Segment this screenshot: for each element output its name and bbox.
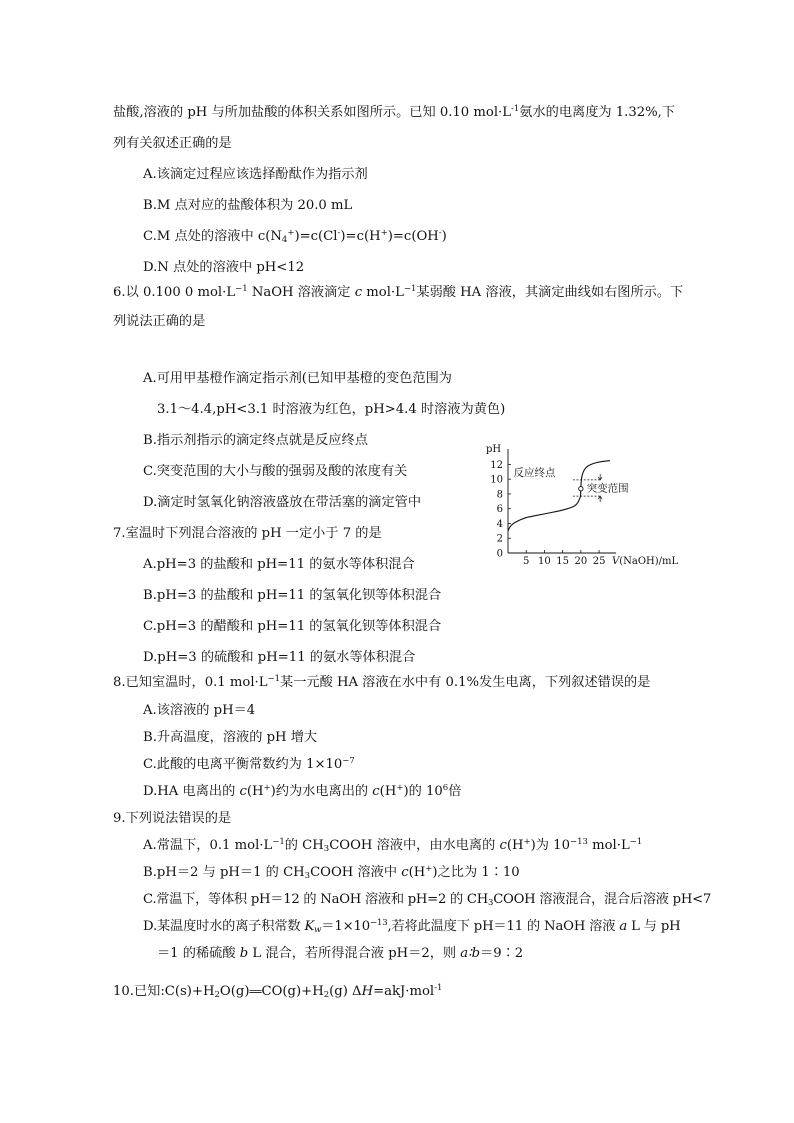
- x-tick-label: 15: [556, 556, 570, 567]
- titration-curve-chart: [484, 441, 682, 577]
- q9-option-c: C.常温下，等体积 pH＝12 的 NaOH 溶液和 pH=2 的 $CH_3COOH$ 溶液混合，混合后溶液 pH<7: [143, 892, 712, 908]
- q5-stem-line1: 盐酸,溶液的 pH 与所加盐酸的体积关系如图所示。已知 0.10 $mol\cdot L^{-1}$氨水的电离度为 1.32%,下: [113, 104, 676, 120]
- q5-option-c: C.M 点处的溶液中 $c(N_4^+)=c(Cl^-)=c(H^+)=c(OH^-)$: [143, 228, 447, 245]
- annotation-equivalence-point: 反应终点: [513, 467, 556, 480]
- q9-option-b: B.pH＝2 与 pH＝1 的 $CH_3COOH$ 溶液中 c(H+)之比为 1∶10: [143, 864, 520, 881]
- x-axis-label: V(NaOH)/mL: [612, 556, 679, 567]
- q8-option-b: B.升高温度，溶液的 pH 增大: [143, 730, 318, 745]
- y-tick-label: 8: [496, 489, 503, 501]
- q5-stem-line2: 列有关叙述正确的是: [113, 136, 232, 151]
- q7-option-a: A.pH=3 的盐酸和 pH=11 的氨水等体积混合: [143, 557, 415, 572]
- q7-option-c: C.pH=3 的醋酸和 pH=11 的氢氧化钡等体积混合: [143, 619, 442, 634]
- q9-stem: 9.下列说法错误的是: [113, 811, 232, 826]
- y-tick-label: 12: [490, 459, 503, 471]
- q8-stem: 8.已知室温时，0.1 $mol\cdot L^{-1}$某一元酸 HA 溶液在水中有 0.1%发生电离，下列叙述错误的是: [113, 674, 651, 690]
- x-tick-label: 5: [523, 556, 530, 567]
- y-tick-label: 10: [490, 474, 503, 486]
- q6-option-a-line2: 3.1～4.4,pH<3.1 时溶液为红色，pH>4.4 时溶液为黄色): [157, 402, 506, 417]
- q8-option-c: C.此酸的电离平衡常数约为 $1\times 10^{-7}$: [143, 756, 355, 772]
- q5-option-b: B.M 点对应的盐酸体积为 20.0 mL: [143, 198, 353, 213]
- q8-option-d: D.HA 电离出的 c(H+)约为水电离出的 c(H+)的 $10^6$倍: [143, 783, 462, 799]
- chart-axes: [486, 444, 679, 567]
- chart-annotation-layer: [513, 466, 628, 502]
- q10-stem: 10.已知$:C(s)+H_2O(g)══CO(g)+H_2(g)$ ΔH=akJ·mol$^{-1}$: [113, 983, 443, 1000]
- equivalence-point-marker: [579, 487, 583, 491]
- x-tick-label: 25: [592, 556, 606, 567]
- q6-option-a-line1: A.可用甲基橙作滴定指示剂(已知甲基橙的变色范围为: [143, 371, 452, 386]
- x-tick-label: 20: [574, 556, 588, 567]
- q9-option-a: A.常温下，0.1 $mol\cdot L^{-1}$的 $CH_3COOH$ 溶液中，由水电离的 c(H+)为 $10^{-13}$ $mol\cdot L^{-1}$: [143, 837, 643, 854]
- y-axis-label: pH: [486, 444, 502, 455]
- q7-option-b: B.pH=3 的盐酸和 pH=11 的氢氧化钡等体积混合: [143, 588, 442, 603]
- annotation-jump-range: 突变范围: [586, 482, 629, 495]
- y-tick-label: 0: [496, 548, 503, 560]
- q6-stem-line2: 列说法正确的是: [113, 314, 206, 329]
- q8-option-a: A.该溶液的 pH＝4: [143, 703, 256, 718]
- y-tick-label: 4: [496, 518, 503, 530]
- q6-option-b: B.指示剂指示的滴定终点就是反应终点: [143, 433, 368, 448]
- q7-stem: 7.室温时下列混合溶液的 pH 一定小于 7 的是: [113, 526, 382, 541]
- q5-option-d: D.N 点处的溶液中 pH<12: [143, 260, 305, 275]
- q6-option-d: D.滴定时氢氧化钠溶液盛放在带活塞的滴定管中: [143, 495, 422, 510]
- q6-option-c: C.突变范围的大小与酸的强弱及酸的浓度有关: [143, 464, 408, 479]
- q6-stem-line1: 6.以 0.100 0 $mol\cdot L^{-1}$ NaOH 溶液滴定 c $mol\cdot L^{-1}$某弱酸 HA 溶液，其滴定曲线如右图所示。下: [113, 284, 684, 300]
- y-tick-label: 2: [496, 533, 503, 545]
- q5-option-a: A.该滴定过程应该选择酚酞作为指示剂: [143, 167, 368, 182]
- y-tick-label: 6: [496, 504, 503, 516]
- q7-option-d: D.pH=3 的硫酸和 pH=11 的氨水等体积混合: [143, 650, 416, 665]
- x-tick-label: 10: [538, 556, 551, 567]
- q9-option-d-line2: ＝1 的稀硫酸 b L 混合，若所得混合液 pH＝2，则 a∶b＝9∶2: [157, 946, 524, 961]
- q9-option-d-line1: D.某温度时水的离子积常数 $K_w=1\times 10^{-13}$,若将此温度下 pH＝11 的 NaOH 溶液 a L 与 pH: [143, 918, 681, 935]
